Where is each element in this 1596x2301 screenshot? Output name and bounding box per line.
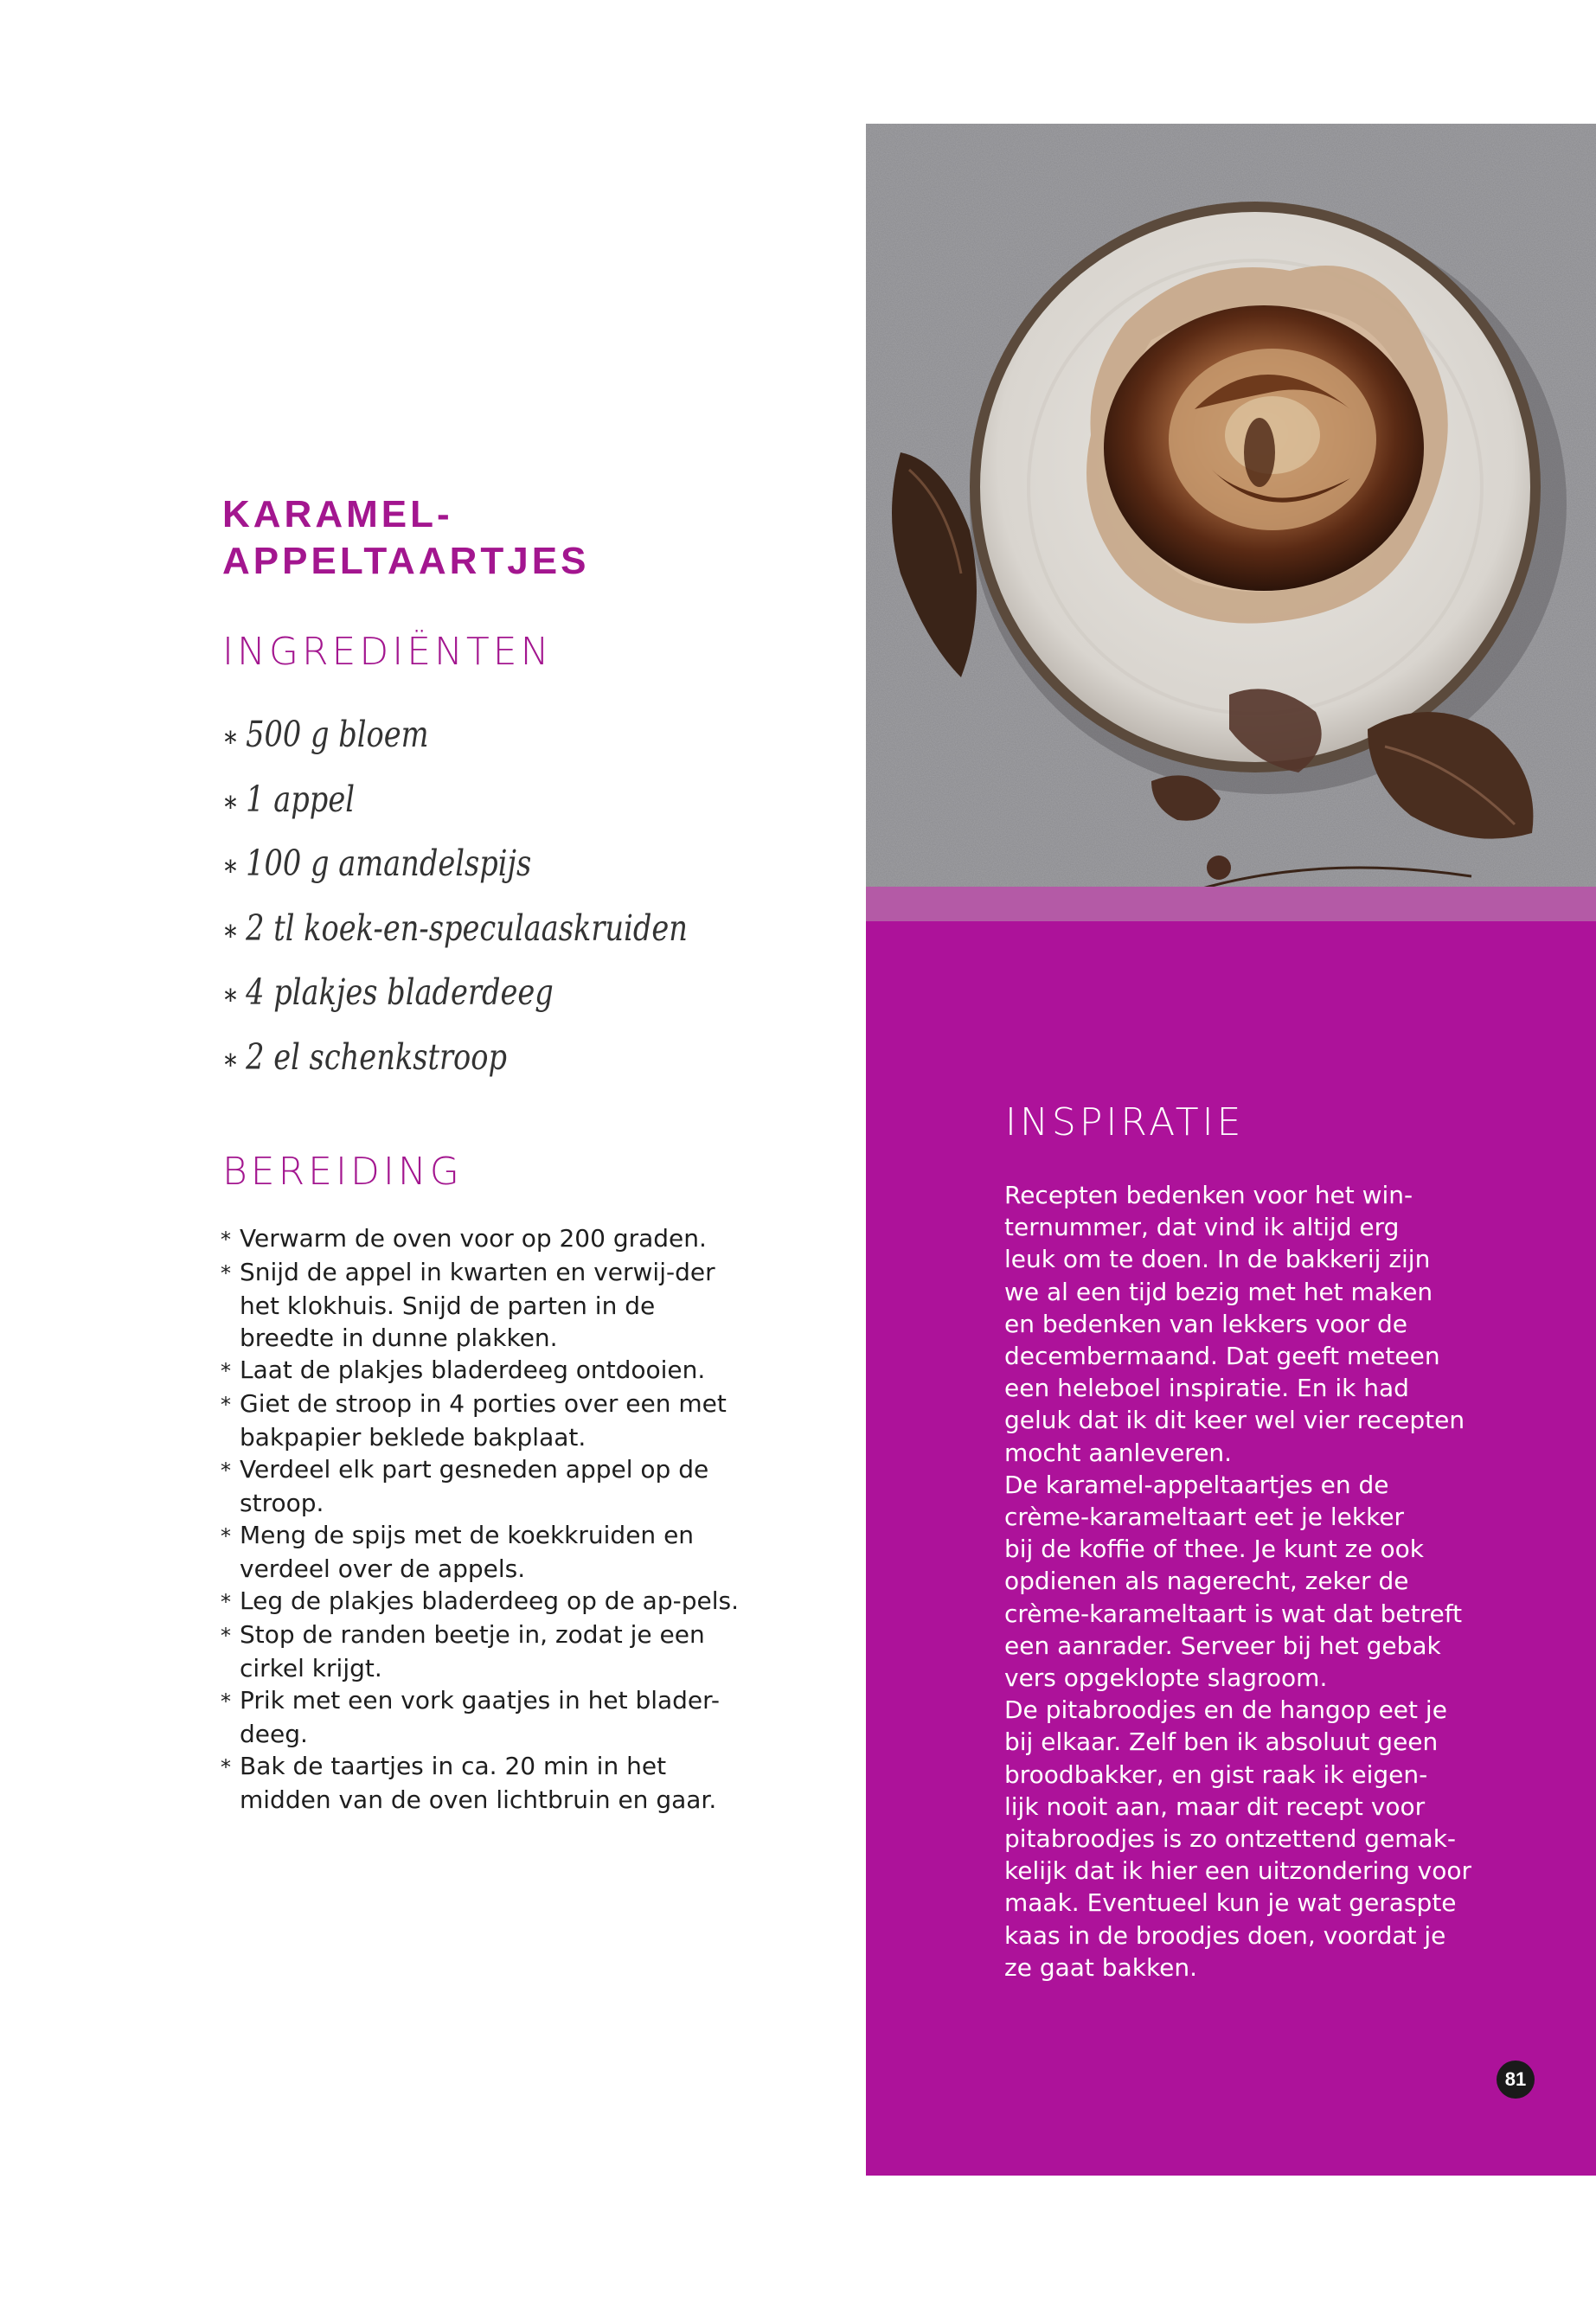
ingredient-item: ∗ 100 g amandelspijs bbox=[222, 843, 532, 884]
preparation-step: * Snijd de appel in kwarten en verwij-der het klokhuis. Snijd de parten in de breedte in dunne plakken. bbox=[221, 1258, 715, 1352]
inspiration-text: Recepten bedenken voor het win- ternummer, dat vind ik altijd erg leuk om te doen. In de bakkerij zijn we al een tijd bezig met het maken en bedenken van lekkers voor de decembermaand. Dat geeft meteen een heleboel inspiratie. En ik had geluk dat ik dit keer wel vier recepten mocht aanleveren. De karamel-appeltaartjes en de crème-karameltaart eet je lekker bij de koffie of thee. Je kunt ze ook opdienen als nagerecht, zeker de crème-karameltaart is wat dat betreft een aanrader. Serveer bij het gebak vers opgeklopte slagroom. De pitabroodjes en de hangop eet je bij elkaar. Zelf ben ik absoluut geen broodbakker, en gist raak ik eigen- lijk nooit aan, maar dit recept voor pitabroodjes is zo ontzettend gemak- kelijk dat ik hier een uitzondering voor maak. Eventueel kun je wat geraspte kaas in de broodjes doen, voordat je ze gaat bakken. bbox=[1004, 1181, 1471, 1982]
bullet-asterisk: ∗ bbox=[222, 1042, 239, 1077]
bullet-asterisk: * bbox=[221, 1624, 231, 1648]
bullet-asterisk: * bbox=[221, 1393, 231, 1417]
preparation-step: * Prik met een vork gaatjes in het blader-deeg. bbox=[221, 1686, 720, 1748]
bullet-asterisk: ∗ bbox=[222, 913, 239, 948]
apple-tart-photo-illustration bbox=[866, 124, 1596, 921]
ingredients-list bbox=[222, 702, 828, 1089]
bullet-asterisk: ∗ bbox=[222, 849, 239, 883]
preparation-step: * Verwarm de oven voor op 200 graden. bbox=[221, 1222, 748, 1256]
bullet-asterisk: * bbox=[221, 1590, 231, 1614]
inspiration-heading: INSPIRATIE bbox=[1005, 1100, 1245, 1144]
bullet-asterisk: ∗ bbox=[222, 784, 239, 819]
ingredients-heading: INGREDIËNTEN bbox=[222, 630, 553, 674]
bullet-asterisk: * bbox=[221, 1689, 231, 1714]
ingredient-item: ∗ 1 appel bbox=[222, 778, 355, 820]
bullet-asterisk: ∗ bbox=[222, 977, 239, 1012]
preparation-step: * Verdeel elk part gesneden appel op de stroop. bbox=[221, 1455, 709, 1517]
ingredient-item: ∗ 2 tl koek-en-speculaaskruiden bbox=[222, 907, 688, 949]
preparation-step: * Bak de taartjes in ca. 20 min in het midden van de oven lichtbruin en gaar. bbox=[221, 1752, 717, 1814]
bullet-asterisk: * bbox=[221, 1524, 231, 1548]
recipe-title-line-2: APPELTAARTJES bbox=[222, 540, 590, 582]
bullet-asterisk: * bbox=[221, 1359, 231, 1383]
preparation-step: * Leg de plakjes bladerdeeg op de ap-pels. bbox=[221, 1585, 748, 1618]
ingredient-item: ∗ 2 el schenkstroop bbox=[222, 1035, 508, 1078]
preparation-step: * Laat de plakjes bladerdeeg ontdooien. bbox=[221, 1354, 748, 1388]
photo-purple-overlay-strip bbox=[866, 887, 1596, 921]
bullet-asterisk: * bbox=[221, 1261, 231, 1285]
bullet-asterisk: * bbox=[221, 1458, 231, 1483]
ingredient-item: ∗ 4 plakjes bladerdeeg bbox=[222, 971, 554, 1013]
page-number-badge: 81 bbox=[1497, 2061, 1535, 2099]
preparation-steps bbox=[221, 1222, 748, 1816]
bullet-asterisk: ∗ bbox=[222, 720, 239, 754]
preparation-step: * Stop de randen beetje in, zodat je een cirkel krijgt. bbox=[221, 1620, 705, 1682]
bullet-asterisk: * bbox=[221, 1227, 231, 1252]
ingredient-item: ∗ 500 g bloem bbox=[222, 714, 429, 755]
preparation-step: * Meng de spijs met de koekkruiden en verdeel over de appels. bbox=[221, 1521, 695, 1583]
recipe-title bbox=[222, 491, 741, 585]
recipe-photo bbox=[866, 124, 1596, 921]
recipe-title-line-1: KARAMEL- bbox=[222, 493, 453, 535]
bullet-asterisk: * bbox=[221, 1755, 231, 1779]
preparation-step: * Giet de stroop in 4 porties over een met bakpapier beklede bakplaat. bbox=[221, 1389, 727, 1452]
preparation-heading: BEREIDING bbox=[222, 1150, 463, 1194]
